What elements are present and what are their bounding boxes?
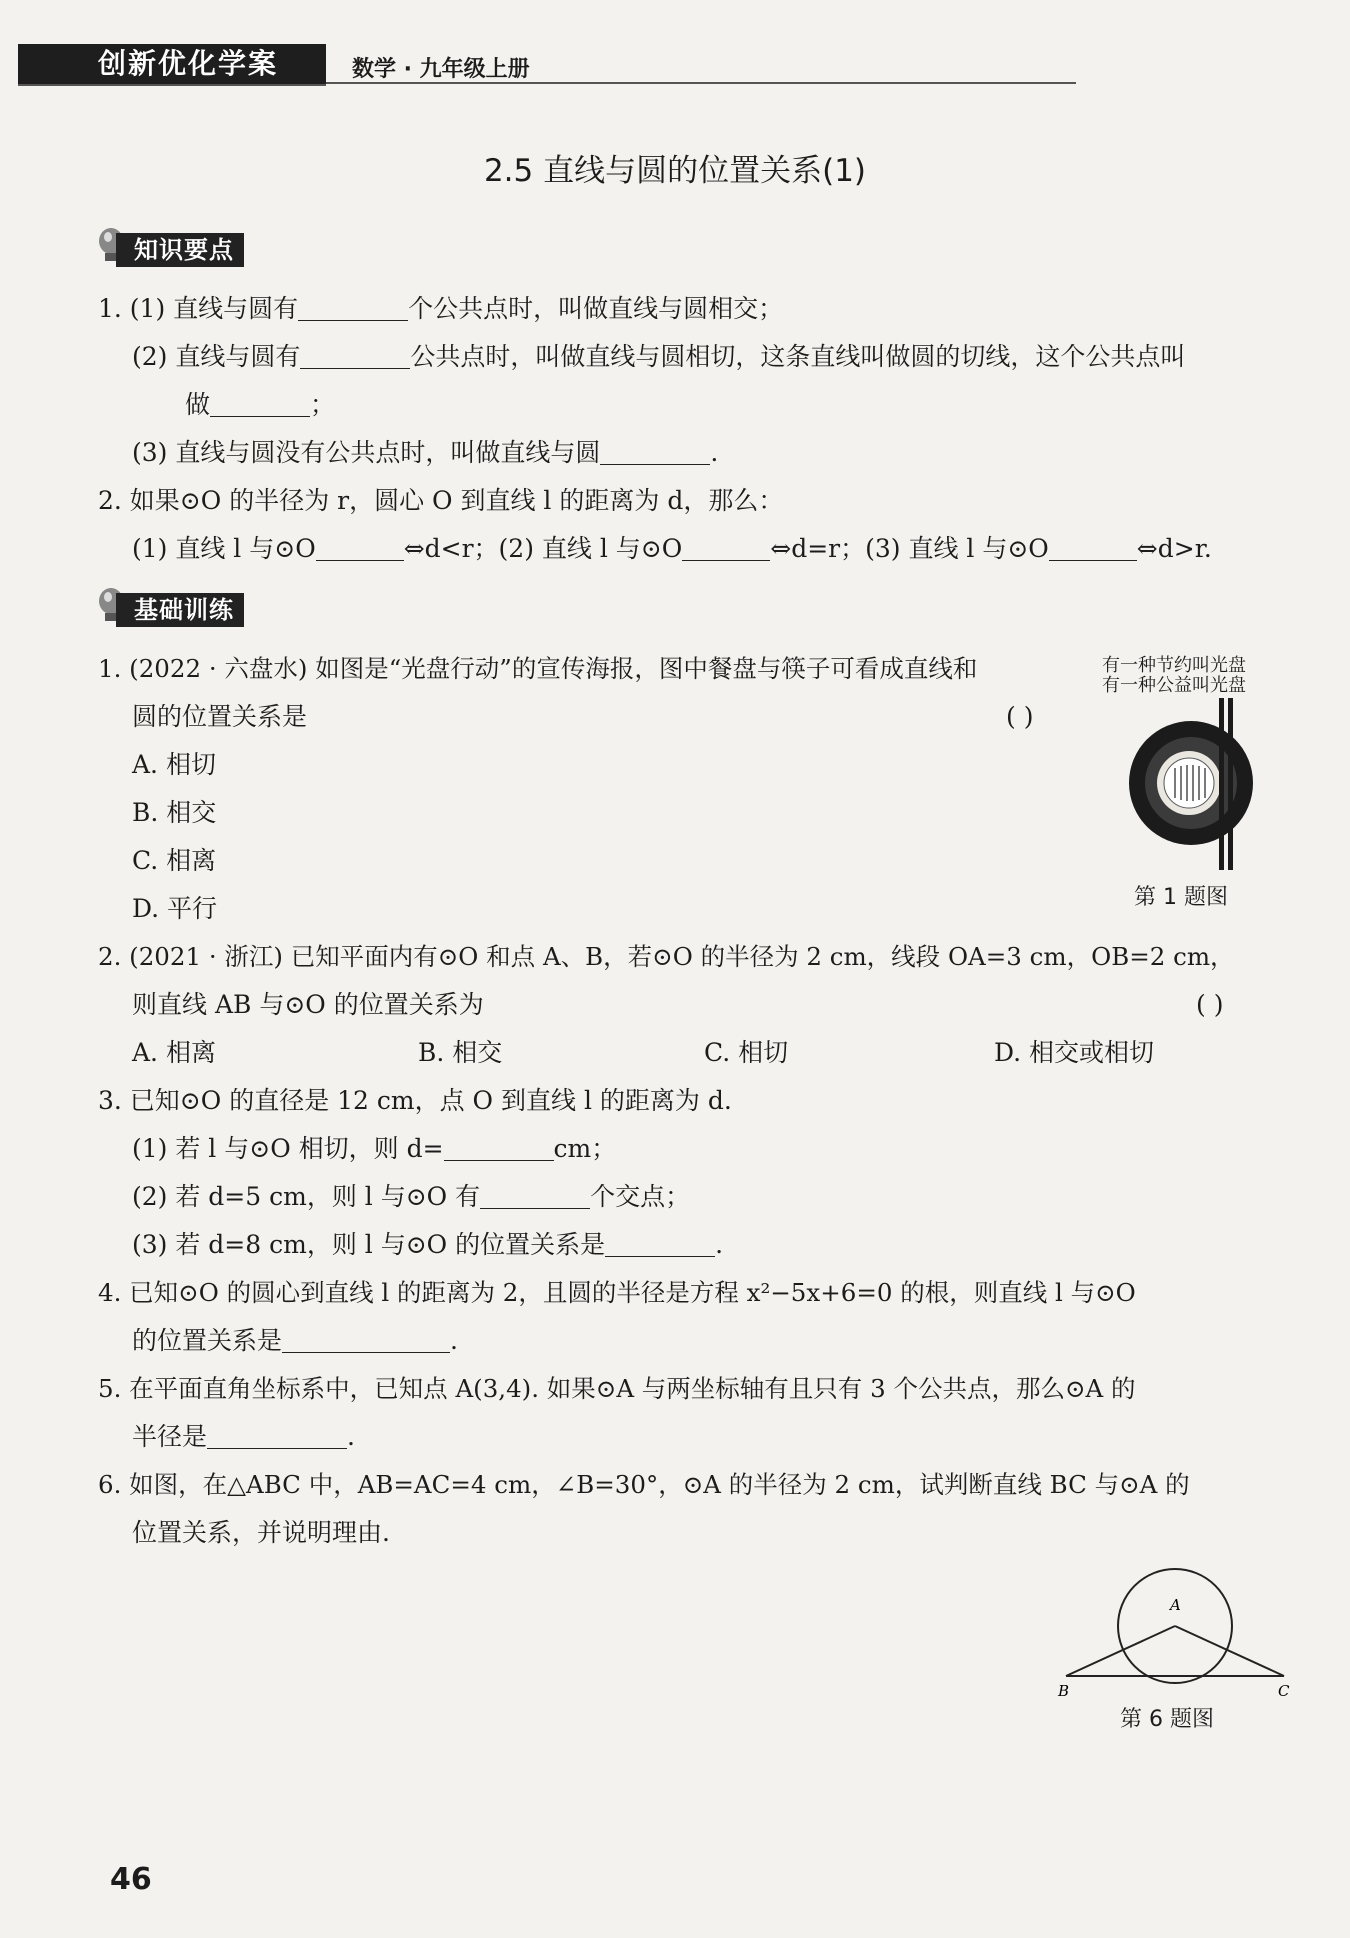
lesson-title: 2.5 直线与圆的位置关系(1) <box>483 153 867 189</box>
question-3-part-2 <box>132 1180 690 1214</box>
knowledge-item-1-1 <box>98 292 783 326</box>
text: 1. (1) 直线与圆有 <box>98 294 299 323</box>
triangle-circle-diagram <box>1050 1556 1300 1706</box>
option-a[interactable]: A. 相离 <box>132 1038 216 1067</box>
option-c[interactable]: C. 相切 <box>704 1038 789 1067</box>
text: 半径是 <box>132 1422 208 1451</box>
answer-blank[interactable] <box>605 1230 715 1257</box>
text: (1) 若 l 与⊙O 相切，则 d= <box>132 1134 444 1163</box>
answer-blank[interactable] <box>298 294 408 321</box>
answer-blank[interactable] <box>210 390 310 417</box>
text: (2) 若 d=5 cm，则 l 与⊙O 有 <box>132 1182 481 1211</box>
answer-blank[interactable] <box>480 1182 590 1209</box>
text: ； <box>310 390 336 419</box>
question-4-line-1: 4. 已知⊙O 的圆心到直线 l 的距离为 2，且圆的半径是方程 x²−5x+6=0 的根，则直线 l 与⊙O <box>98 1278 1136 1307</box>
text: (1) 直线 l 与⊙O <box>132 534 316 563</box>
answer-blank[interactable] <box>1049 534 1137 561</box>
label-c: C <box>1278 1682 1290 1700</box>
knowledge-item-1-2 <box>132 340 1185 374</box>
poster-line-2: 有一种公益叫光盘 <box>1102 675 1246 696</box>
question-5-line-2 <box>132 1420 355 1454</box>
question-3-part-3 <box>132 1228 723 1262</box>
text: (3) 若 d=8 cm，则 l 与⊙O 的位置关系是 <box>132 1230 606 1259</box>
text: 个交点； <box>590 1182 691 1211</box>
text: (3) 直线与圆没有公共点时，叫做直线与圆 <box>132 438 601 467</box>
label-a: A <box>1170 1596 1181 1614</box>
figure-1-caption: 第 1 题图 <box>1134 885 1228 910</box>
option-d[interactable]: D. 平行 <box>132 894 218 923</box>
answer-blank[interactable] <box>300 342 410 369</box>
question-6-line-2: 位置关系，并说明理由. <box>132 1518 390 1547</box>
text: ⇔d>r. <box>1136 534 1212 563</box>
text: cm； <box>553 1134 617 1163</box>
segment-ac <box>1175 1626 1284 1676</box>
knowledge-item-2-cases <box>132 532 1212 566</box>
label-b: B <box>1058 1682 1070 1700</box>
knowledge-item-1-3 <box>132 436 718 470</box>
answer-blank[interactable] <box>600 438 710 465</box>
answer-blank[interactable] <box>316 534 404 561</box>
knowledge-item-2: 2. 如果⊙O 的半径为 r，圆心 O 到直线 l 的距离为 d，那么： <box>98 486 784 515</box>
text: 公共点时，叫做直线与圆相切，这条直线叫做圆的切线，这个公共点叫 <box>410 342 1186 371</box>
text: ⇔d<r；(2) 直线 l 与⊙O <box>403 534 683 563</box>
text: ⇔d=r；(3) 直线 l 与⊙O <box>770 534 1049 563</box>
text: (2) 直线与圆有 <box>132 342 301 371</box>
question-3-line-1: 3. 已知⊙O 的直径是 12 cm，点 O 到直线 l 的距离为 d. <box>98 1086 732 1115</box>
option-a[interactable]: A. 相切 <box>132 750 216 779</box>
answer-blank[interactable] <box>207 1422 347 1449</box>
book-subtitle: 数学 · 九年级上册 <box>352 57 530 82</box>
segment-ab <box>1066 1626 1175 1676</box>
text: . <box>715 1230 724 1259</box>
answer-blank[interactable] <box>682 534 770 561</box>
answer-paren[interactable]: ( ) <box>1006 702 1034 731</box>
question-6-line-1: 6. 如图，在△ABC 中，AB=AC=4 cm，∠B=30°，⊙A 的半径为 2 cm，试判断直线 BC 与⊙A 的 <box>98 1470 1190 1499</box>
question-1-line-1: 1. (2022 · 六盘水) 如图是“光盘行动”的宣传海报，图中餐盘与筷子可看成直线和 <box>98 654 978 683</box>
figure-6-caption: 第 6 题图 <box>1120 1707 1214 1732</box>
knowledge-item-1-2-cont <box>185 388 335 422</box>
section-label: 基础训练 <box>116 593 244 627</box>
plate-chopsticks-image <box>1120 698 1270 876</box>
header-rule <box>326 82 1076 84</box>
text: 的位置关系是 <box>132 1326 283 1355</box>
text: 做 <box>185 390 211 419</box>
poster-text <box>1102 656 1246 696</box>
section-label: 知识要点 <box>116 233 244 267</box>
question-5-line-1: 5. 在平面直角坐标系中，已知点 A(3,4). 如果⊙A 与两坐标轴有且只有 3 个公共点，那么⊙A 的 <box>98 1374 1136 1403</box>
question-2-line-1: 2. (2021 · 浙江) 已知平面内有⊙O 和点 A、B，若⊙O 的半径为 2 cm，线段 OA=3 cm，OB=2 cm， <box>98 942 1235 971</box>
text: 个公共点时，叫做直线与圆相交； <box>408 294 784 323</box>
text: . <box>347 1422 355 1451</box>
header-rule-left <box>18 84 326 86</box>
page-number: 46 <box>110 1862 152 1897</box>
brand-title: 创新优化学案 <box>98 47 279 80</box>
answer-blank[interactable] <box>444 1134 554 1161</box>
question-2-line-2: 则直线 AB 与⊙O 的位置关系为 <box>132 990 484 1019</box>
answer-paren[interactable]: ( ) <box>1196 990 1224 1019</box>
option-b[interactable]: B. 相交 <box>418 1038 503 1067</box>
poster-line-1: 有一种节约叫光盘 <box>1102 655 1246 676</box>
question-1-line-2: 圆的位置关系是 <box>132 702 308 731</box>
text: . <box>710 438 719 467</box>
answer-blank[interactable] <box>282 1326 450 1353</box>
question-3-part-1 <box>132 1132 616 1166</box>
text: . <box>450 1326 458 1355</box>
question-4-line-2 <box>132 1324 458 1358</box>
option-b[interactable]: B. 相交 <box>132 798 217 827</box>
option-c[interactable]: C. 相离 <box>132 846 217 875</box>
option-d[interactable]: D. 相交或相切 <box>994 1038 1155 1067</box>
